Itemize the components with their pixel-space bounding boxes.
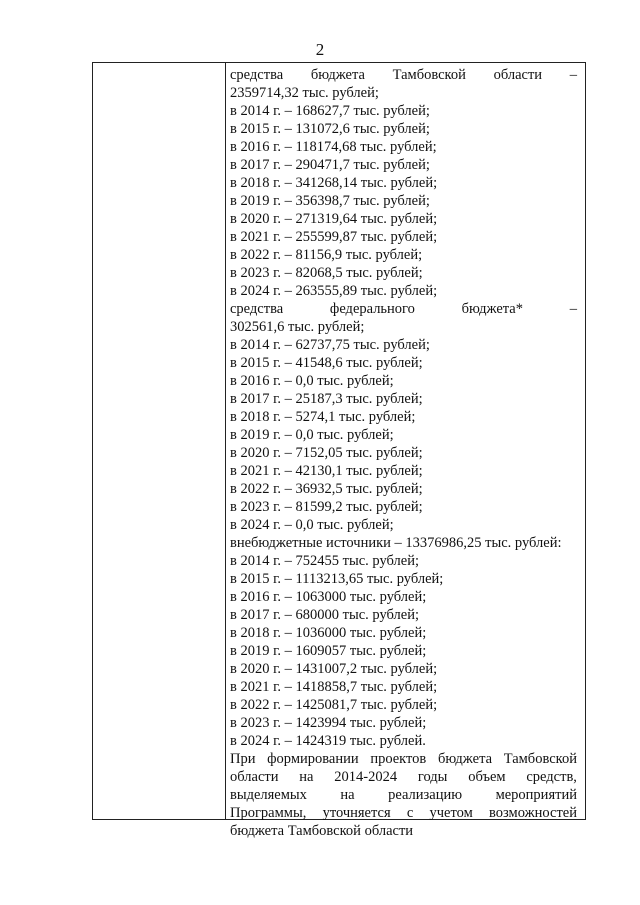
column-divider bbox=[225, 63, 226, 819]
federal-budget-year: в 2016 г. – 0,0 тыс. рублей; bbox=[230, 373, 394, 389]
federal-budget-header-word: средства bbox=[230, 301, 284, 317]
note-line-word: области bbox=[230, 769, 279, 785]
regional-budget-year: в 2015 г. – 131072,6 тыс. рублей; bbox=[230, 121, 430, 137]
federal-budget-year: в 2017 г. – 25187,3 тыс. рублей; bbox=[230, 391, 423, 407]
regional-budget-header-word: средства bbox=[230, 67, 284, 83]
note-line-word: Тамбовской bbox=[503, 751, 577, 767]
regional-budget-year: в 2014 г. – 168627,7 тыс. рублей; bbox=[230, 103, 430, 119]
page-number: 2 bbox=[315, 40, 325, 59]
note-line-word: 2014-2024 bbox=[334, 769, 398, 785]
regional-budget-header bbox=[230, 66, 577, 84]
extrabudgetary-year: в 2015 г. – 1113213,65 тыс. рублей; bbox=[230, 571, 444, 587]
note-line-last: бюджета Тамбовской области bbox=[230, 823, 414, 839]
federal-budget-year: в 2021 г. – 42130,1 тыс. рублей; bbox=[230, 463, 423, 479]
note-line-word: мероприятий bbox=[495, 787, 577, 803]
note-line-word: средств, bbox=[526, 769, 577, 785]
extrabudgetary-year: в 2021 г. – 1418858,7 тыс. рублей; bbox=[230, 679, 438, 695]
federal-budget-header bbox=[230, 300, 577, 318]
extrabudgetary-year: в 2014 г. – 752455 тыс. рублей; bbox=[230, 553, 420, 569]
federal-budget-year: в 2020 г. – 7152,05 тыс. рублей; bbox=[230, 445, 423, 461]
note-line bbox=[230, 786, 577, 804]
regional-budget-year: в 2018 г. – 341268,14 тыс. рублей; bbox=[230, 175, 438, 191]
note-line-word: на bbox=[299, 769, 314, 785]
extrabudgetary-year: в 2022 г. – 1425081,7 тыс. рублей; bbox=[230, 697, 438, 713]
note-line-word: с bbox=[406, 805, 414, 821]
note-line-word: бюджета bbox=[437, 751, 493, 767]
note-line-word: возможностей bbox=[489, 805, 577, 821]
regional-budget-header-word: Тамбовской bbox=[392, 67, 466, 83]
funding-text-cell bbox=[230, 66, 577, 840]
regional-budget-year: в 2019 г. – 356398,7 тыс. рублей; bbox=[230, 193, 430, 209]
note-line-word: формировании bbox=[267, 751, 359, 767]
regional-budget-year: в 2021 г. – 255599,87 тыс. рублей; bbox=[230, 229, 438, 245]
note-line-word: реализацию bbox=[388, 787, 463, 803]
note-line-word: Программы, bbox=[230, 805, 307, 821]
federal-budget-year: в 2022 г. – 36932,5 тыс. рублей; bbox=[230, 481, 423, 497]
regional-budget-year: в 2022 г. – 81156,9 тыс. рублей; bbox=[230, 247, 423, 263]
regional-budget-header-word: бюджета bbox=[310, 67, 365, 83]
note-line-word: уточняется bbox=[322, 805, 391, 821]
note-line-word: проектов bbox=[370, 751, 427, 767]
regional-budget-year: в 2016 г. – 118174,68 тыс. рублей; bbox=[230, 139, 437, 155]
federal-budget-year: в 2018 г. – 5274,1 тыс. рублей; bbox=[230, 409, 416, 425]
extrabudgetary-year: в 2020 г. – 1431007,2 тыс. рублей; bbox=[230, 661, 438, 677]
left-cell-empty bbox=[93, 63, 225, 819]
note-line-word: выделяемых bbox=[230, 787, 307, 803]
regional-budget-total: 2359714,32 тыс. рублей; bbox=[230, 85, 379, 101]
extrabudgetary-year: в 2019 г. – 1609057 тыс. рублей; bbox=[230, 643, 427, 659]
extrabudgetary-year: в 2016 г. – 1063000 тыс. рублей; bbox=[230, 589, 427, 605]
note-line-word: объем bbox=[468, 769, 506, 785]
note-line-word: При bbox=[230, 751, 256, 767]
note-line-word: на bbox=[340, 787, 355, 803]
regional-budget-year: в 2023 г. – 82068,5 тыс. рублей; bbox=[230, 265, 423, 281]
regional-budget-header-word: – bbox=[569, 67, 577, 83]
regional-budget-header-word: области bbox=[493, 67, 543, 83]
extrabudgetary-year: в 2024 г. – 1424319 тыс. рублей. bbox=[230, 733, 426, 749]
regional-budget-year: в 2024 г. – 263555,89 тыс. рублей; bbox=[230, 283, 438, 299]
federal-budget-header-word: – bbox=[569, 301, 577, 317]
federal-budget-year: в 2024 г. – 0,0 тыс. рублей; bbox=[230, 517, 394, 533]
note-line bbox=[230, 768, 577, 786]
regional-budget-year: в 2017 г. – 290471,7 тыс. рублей; bbox=[230, 157, 430, 173]
federal-budget-header-word: федерального bbox=[329, 301, 415, 317]
federal-budget-total: 302561,6 тыс. рублей; bbox=[230, 319, 365, 335]
extrabudgetary-year: в 2018 г. – 1036000 тыс. рублей; bbox=[230, 625, 427, 641]
federal-budget-year: в 2015 г. – 41548,6 тыс. рублей; bbox=[230, 355, 423, 371]
extrabudgetary-year: в 2017 г. – 680000 тыс. рублей; bbox=[230, 607, 420, 623]
federal-budget-year: в 2023 г. – 81599,2 тыс. рублей; bbox=[230, 499, 423, 515]
extrabudgetary-header: внебюджетные источники – 13376986,25 тыс. рублей: bbox=[230, 535, 562, 551]
federal-budget-year: в 2014 г. – 62737,75 тыс. рублей; bbox=[230, 337, 430, 353]
note-line bbox=[230, 750, 577, 768]
federal-budget-year: в 2019 г. – 0,0 тыс. рублей; bbox=[230, 427, 394, 443]
extrabudgetary-year: в 2023 г. – 1423994 тыс. рублей; bbox=[230, 715, 427, 731]
note-line-word: годы bbox=[417, 769, 448, 785]
note-line-word: учетом bbox=[429, 805, 473, 821]
regional-budget-year: в 2020 г. – 271319,64 тыс. рублей; bbox=[230, 211, 438, 227]
funding-table bbox=[92, 62, 586, 839]
note-line bbox=[230, 804, 577, 822]
federal-budget-header-word: бюджета* bbox=[461, 301, 523, 317]
